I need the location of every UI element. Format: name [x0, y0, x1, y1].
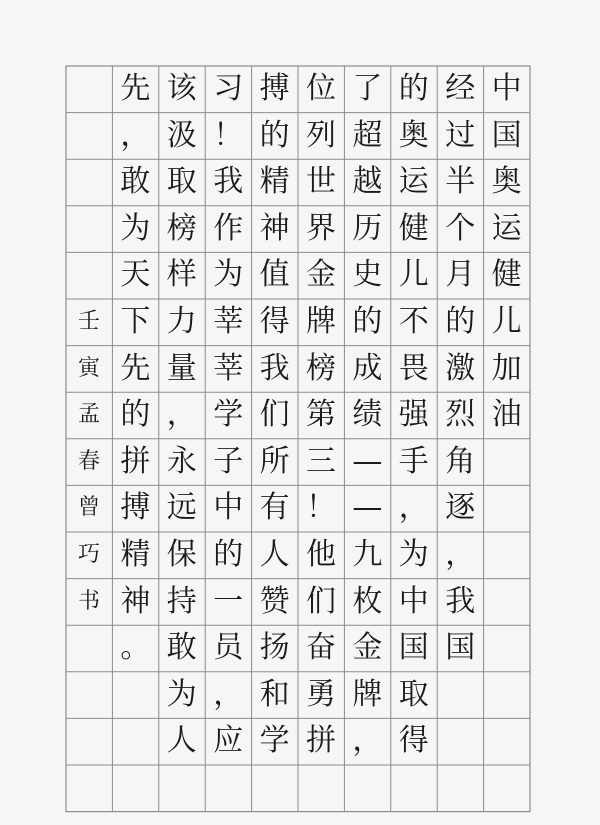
calligraphy-char: 人: [259, 537, 290, 572]
calligraphy-char: 奥: [491, 164, 522, 200]
calligraphy-char: 不: [398, 304, 429, 339]
calligraphy-char: 先: [120, 71, 151, 106]
calligraphy-char: 拼: [120, 443, 151, 479]
calligraphy-char: 烈: [445, 397, 476, 433]
calligraphy-char: 的: [120, 397, 151, 433]
calligraphy-char: 儿: [398, 257, 429, 293]
calligraphy-char: 为: [166, 676, 197, 712]
calligraphy-char: 我: [213, 164, 244, 200]
signature-char: 壬: [77, 309, 100, 334]
calligraphy-char: 世: [306, 164, 336, 200]
calligraphy-char: 枚: [352, 583, 383, 619]
calligraphy-char: 绩: [352, 397, 383, 433]
calligraphy-char: 敢: [120, 164, 151, 200]
calligraphy-char: 的: [213, 537, 244, 572]
calligraphy-char: 量: [166, 350, 197, 386]
calligraphy-char: 值: [259, 257, 290, 293]
calligraphy-char: 健: [398, 210, 429, 246]
calligraphy-char: 精: [120, 537, 151, 572]
signature-char: 春: [77, 448, 100, 474]
calligraphy-char: 他: [306, 537, 336, 572]
signature-char: 孟: [77, 402, 100, 428]
calligraphy-char: 得: [398, 723, 429, 759]
calligraphy-char: 勇: [306, 676, 336, 712]
calligraphy-char: 角: [445, 443, 476, 479]
signature-char: 书: [77, 588, 100, 614]
calligraphy-char: 远: [166, 490, 197, 526]
calligraphy-char: 史: [352, 257, 383, 293]
calligraphy-char: 手: [398, 443, 429, 479]
calligraphy-char: 激: [445, 350, 476, 386]
calligraphy-char: ，: [213, 676, 244, 712]
calligraphy-char: ，: [352, 723, 383, 759]
calligraphy-char: 国: [398, 630, 429, 666]
calligraphy-char: 永: [166, 443, 197, 479]
calligraphy-char: 学: [213, 397, 244, 433]
calligraphy-char: 。: [120, 630, 151, 666]
calligraphy-char: ，: [166, 397, 197, 433]
calligraphy-char: 人: [166, 723, 197, 759]
calligraphy-char: 中: [398, 583, 429, 619]
calligraphy-char: 国: [491, 117, 522, 153]
calligraphy-char: 持: [166, 583, 197, 619]
calligraphy-char: 们: [306, 583, 336, 619]
calligraphy-char: 月: [445, 257, 476, 293]
calligraphy-char: 畏: [398, 350, 429, 386]
calligraphy-char: 为: [398, 537, 429, 572]
calligraphy-char: 莘: [213, 304, 244, 339]
calligraphy-char: 神: [120, 583, 151, 619]
calligraphy-char: 我: [259, 350, 290, 386]
calligraphy-char: 汲: [166, 117, 197, 153]
calligraphy-char: ！: [213, 117, 244, 153]
calligraphy-char: 该: [166, 71, 197, 106]
calligraphy-char: 作: [213, 210, 244, 246]
calligraphy-char: 得: [259, 304, 290, 339]
calligraphy-char: 超: [352, 117, 383, 153]
calligraphy-char: 金: [352, 630, 383, 666]
calligraphy-char: ，: [445, 537, 476, 572]
calligraphy-char: ，: [120, 117, 151, 153]
calligraphy-char: 位: [306, 71, 336, 106]
calligraphy-char: 们: [259, 397, 290, 433]
calligraphy-char: 榜: [166, 210, 197, 246]
calligraphy-char: 中: [213, 490, 244, 526]
calligraphy-char: 九: [352, 537, 383, 572]
calligraphy-char: ！: [306, 490, 336, 526]
calligraphy-char: 中: [491, 71, 522, 106]
calligraphy-char: 列: [306, 117, 336, 153]
calligraphy-char: 拼: [306, 723, 336, 759]
calligraphy-char: 奋: [306, 630, 336, 666]
calligraphy-char: 加: [491, 350, 522, 386]
calligraphy-char: 的: [398, 71, 429, 106]
calligraphy-char: 我: [445, 583, 476, 619]
signature-char: 巧: [77, 542, 100, 567]
calligraphy-char: 第: [306, 397, 336, 433]
calligraphy-char: 三: [306, 443, 336, 479]
calligraphy-char: 样: [166, 257, 197, 293]
calligraphy-char: 强: [398, 397, 429, 433]
calligraphy-char: 习: [213, 71, 244, 106]
calligraphy-char: 历: [352, 210, 383, 246]
calligraphy-char: 金: [306, 257, 336, 293]
calligraphy-char: —: [352, 443, 383, 479]
calligraphy-char: 先: [120, 350, 151, 386]
calligraphy-char: 和: [259, 676, 290, 712]
calligraphy-char: 员: [213, 630, 244, 666]
calligraphy-char: 的: [445, 304, 476, 339]
calligraphy-char: 奥: [398, 117, 429, 153]
calligraphy-char: 扬: [259, 630, 290, 666]
calligraphy-char: 莘: [213, 350, 244, 386]
calligraphy-char: 逐: [445, 490, 476, 526]
signature-char: 寅: [77, 355, 100, 381]
calligraphy-char: 了: [352, 71, 383, 106]
calligraphy-char: 一: [213, 583, 244, 619]
calligraphy-char: 应: [213, 723, 244, 759]
calligraphy-char: 油: [491, 397, 522, 433]
calligraphy-char: 儿: [491, 304, 522, 339]
calligraphy-char: 经: [445, 71, 476, 106]
calligraphy-char: 为: [213, 257, 244, 293]
calligraphy-char: ，: [398, 490, 429, 526]
calligraphy-char: 牌: [306, 304, 336, 339]
calligraphy-char: 所: [259, 443, 290, 479]
calligraphy-char: 过: [445, 117, 476, 153]
calligraphy-char: 搏: [259, 71, 290, 106]
calligraphy-char: 健: [491, 257, 522, 293]
signature-char: 曾: [77, 495, 100, 521]
calligraphy-char: 半: [445, 164, 476, 200]
calligraphy-char: 下: [120, 304, 151, 339]
calligraphy-char: 的: [259, 117, 290, 153]
calligraphy-char: 精: [259, 164, 290, 200]
calligraphy-char: 牌: [352, 676, 383, 712]
calligraphy-char: 敢: [166, 630, 197, 666]
calligraphy-char: 个: [445, 210, 476, 246]
calligraphy-char: —: [352, 490, 383, 526]
calligraphy-char: 子: [213, 443, 244, 479]
calligraphy-char: 取: [398, 676, 429, 712]
calligraphy-char: 榜: [306, 350, 336, 386]
calligraphy-char: 运: [398, 164, 429, 200]
calligraphy-char: 成: [352, 350, 383, 386]
calligraphy-char: 取: [166, 164, 197, 200]
calligraphy-char: 力: [166, 304, 197, 339]
calligraphy-char: 有: [259, 490, 290, 526]
calligraphy-char: 搏: [120, 490, 151, 526]
calligraphy-char: 学: [259, 723, 290, 759]
calligraphy-char: 运: [491, 210, 522, 246]
calligraphy-char: 国: [445, 630, 476, 666]
calligraphy-char: 神: [259, 210, 290, 246]
calligraphy-char: 保: [166, 537, 197, 572]
calligraphy-char: 界: [306, 210, 336, 246]
calligraphy-char: 赞: [259, 583, 290, 619]
calligraphy-char: 天: [120, 257, 151, 293]
calligraphy-char: 为: [120, 210, 151, 246]
calligraphy-char: 越: [352, 164, 383, 200]
calligraphy-char: 的: [352, 304, 383, 339]
